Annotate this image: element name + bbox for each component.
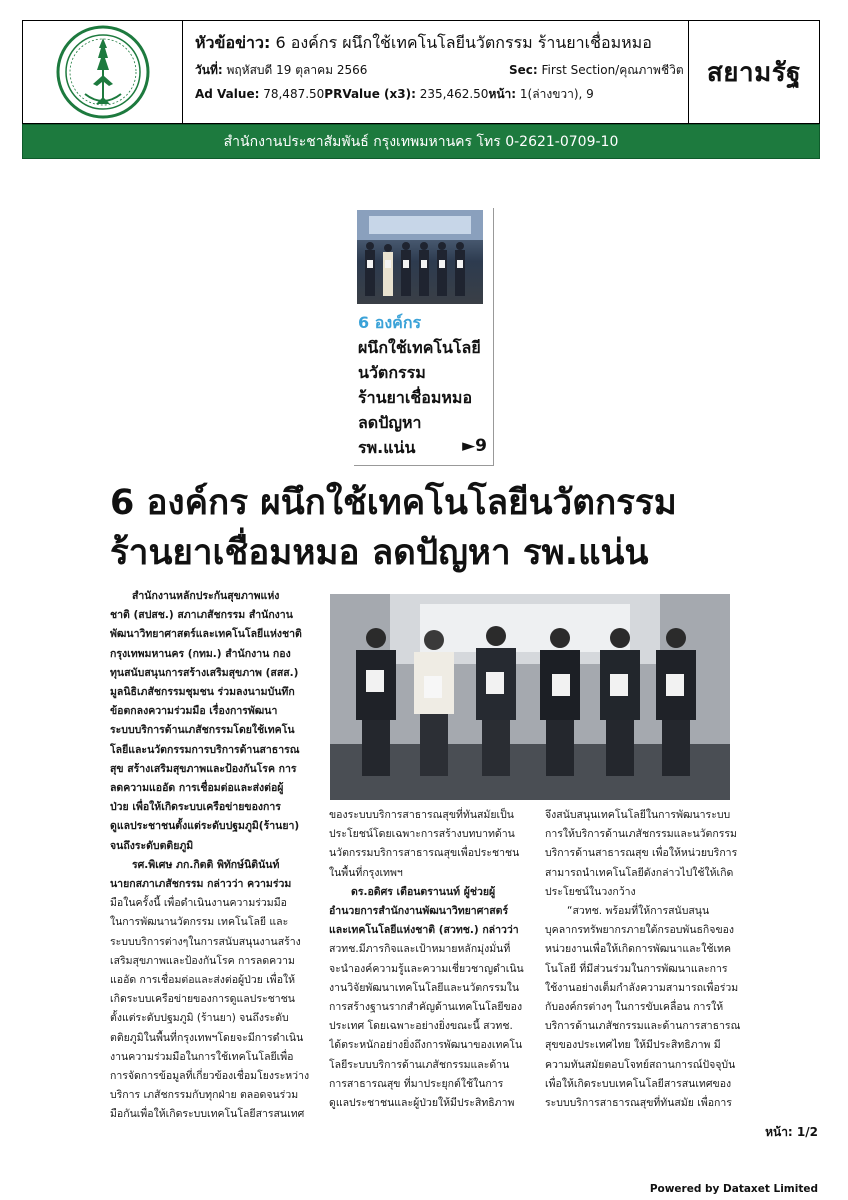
article-line: การสาธารณสุข ที่มาประยุกต์ใช้ในการ [329,1077,504,1090]
article-line: การสร้างฐานรากสำคัญด้านเทคโนโลยีของ [329,1001,523,1014]
article-line: ทุนสนับสนุนการสร้างเสริมสุขภาพ (สสส.) [110,666,299,679]
article-line: ดร.อดิศร เตือนตรานนท์ ผู้ช่วยผู้ [351,885,496,898]
date-label: วันที่: [195,63,223,77]
date-value: พฤหัสบดี 19 ตุลาคม 2566 [226,63,368,77]
article-column-2 [329,806,533,1113]
article-line: แออัด การเชื่อมต่อและส่งต่อผู้ป่วย เพื่อให้ [110,974,296,987]
article-line: เสริมสุขภาพและป้องกันโรค การลดความ [110,954,295,967]
article-line: มือในครั้งนี้ เพื่อดำเนินงานความร่วมมือ [110,897,287,910]
teaser-page-ref: ►9 [462,436,487,456]
article-line: การให้บริการด้านเภสัชกรรมและนวัตกรรม [545,828,737,841]
article-line: ในการพัฒนานวัตกรรม เทคโนโลยี และ [110,916,289,929]
article-line: ได้ตระหนักอย่างยิ่งถึงการพัฒนาของเทคโน [329,1039,523,1052]
page-number: หน้า: 1/2 [765,1125,818,1139]
bangkok-seal-logo [55,24,151,120]
article-line: จนถึงระดับตติยภูมิ [110,839,194,852]
article-line: สุข สร้างเสริมสุขภาพและป้องกันโรค การ [110,762,297,775]
teaser-line-5: ลดปัญหา [358,413,422,432]
front-page-teaser [354,208,494,466]
brand-cell [689,21,819,123]
page-value: 1(ล่างขวา), 9 [519,87,594,101]
clipping-info [183,21,689,123]
headline-label: หัวข้อข่าว: [195,33,271,52]
newspaper-brand-logo: สยามรัฐ [706,57,802,88]
teaser-line-1: 6 องค์กร [358,313,422,332]
article-line: จะนำองค์ความรู้และความเชี่ยวชาญดำเนิน [329,962,524,975]
article-line: ชาติ (สปสช.) สภาเภสัชกรรม สำนักงาน [110,609,293,622]
article-line: บริการด้านสาธารณสุข เพื่อให้หน่วยบริการ [545,847,738,860]
teaser-line-6: รพ.แน่น [358,438,416,457]
article-line: จึงสนับสนุนเทคโนโลยีในการพัฒนาระบบ [545,809,731,821]
article-line: การจัดการข้อมูลที่เกี่ยวข้องเชื่อมโยงระหว่าง [110,1070,310,1083]
article-line: ในพื้นที่กรุงเทพฯ [329,866,403,879]
page-label: หน้า: [488,87,517,101]
article-line: ประโยชน์ในวงกว้าง [545,885,636,898]
main-headline-line-2: ร้านยาเชื่อมหมอ ลดปัญหา รพ.แน่น [110,533,649,573]
article-line: ระบบบริการด้านเภสัชกรรมโดยใช้เทคโน [110,724,295,737]
section-info [509,61,684,79]
article-line: บุคลากรทรัพยากรภายใต้กรอบพันธกิจของ [545,924,735,937]
value-row [195,85,688,103]
teaser-photo [357,210,483,304]
teaser-line-3: นวัตกรรม [358,363,426,382]
article-line: “สวทช. พร้อมที่ให้การสนับสนุน [567,905,710,918]
pr-office-banner: สำนักงานประชาสัมพันธ์ กรุงเทพมหานคร โทร 0-2621-0709-10 [22,124,820,159]
article-line: สวทช.มีภารกิจและเป้าหมายหลักมุ่งมั่นที่ [329,943,511,956]
article-line: ตั้งแต่ระดับปฐมภูมิ (ร้านยา) จนถึงระดับ [110,1012,289,1025]
article-line: บริการด้านเภสัชกรรมและด้านการสาธารณ [545,1020,741,1033]
clipping-header [22,20,820,124]
article-line: ของระบบบริการสาธารณสุขที่ทันสมัยเป็น [329,809,514,821]
headline-row [195,31,688,55]
article-line: กรุงเทพมหานคร (กทม.) สำนักงาน กอง [110,647,291,660]
article-line: ตติยภูมิในพื้นที่กรุงเทพฯโดยจะมีการดำเนิน [110,1031,304,1044]
article-line: ข้อตกลงความร่วมมือ เรื่องการพัฒนา [110,705,278,718]
article-line: กับองค์กรต่างๆ ในการขับเคลื่อน การให้ [545,1001,724,1014]
article-line: โลยีระบบบริการด้านเภสัชกรรมและด้าน [329,1058,510,1071]
teaser-line-2: ผนึกใช้เทคโนโลยี [358,338,481,357]
article-line: ระบบบริการสาธารณสุขที่ทันสมัย เพื่อการ [545,1097,732,1110]
article-line: ดูแลประชาชนตั้งแต่ระดับปฐมภูมิ(ร้านยา) [110,820,300,833]
article-line: เกิดระบบเครือข่ายของการดูแลประชาชน [110,993,295,1006]
ad-value-label: Ad Value: [195,87,260,101]
article-line: นายกสภาเภสัชกรรม กล่าวว่า ความร่วม [110,878,292,891]
article-line: สำนักงานหลักประกันสุขภาพแห่ง [132,590,280,602]
article-line: ดูแลประชาชนและผู้ป่วยให้มีประสิทธิภาพ [329,1097,515,1110]
article-line: ใช้งานอย่างเต็มกำลังความสามารถเพื่อร่วม [545,981,739,994]
article-line: ระบบบริการต่างๆในการสนับสนุนงานสร้าง [110,935,301,948]
powered-by: Powered by Dataxet Limited [649,1183,818,1195]
pr-value-label: PRValue (x3): [324,87,416,101]
article-line: บริการ เภสัชกรรมกับทุกฝ่าย ตลอดจนร่วม [110,1089,299,1102]
article-line: สุขของประเทศไทย ให้มีประสิทธิภาพ มี [545,1039,721,1052]
article-line: มูลนิธิเภสัชกรรมชุมชน ร่วมลงนามบันทึก [110,686,295,699]
teaser-photo-graphic [357,210,483,304]
article-line: งานวิจัยพัฒนาเทคโนโลยีและนวัตกรรมใน [329,981,520,994]
article-line: สามารถนำเทคโนโลยีดังกล่าวไปใช้ให้เกิด [545,866,734,879]
article-line: ประเทศ โดยเฉพาะอย่างยิ่งขณะนี้ สวทช. [329,1020,513,1033]
article-line: ความทันสมัยตอบโจทย์สถานการณ์ปัจจุบัน [545,1058,736,1071]
article-line: และเทคโนโลยีแห่งชาติ (สวทช.) กล่าวว่า [329,924,519,937]
mou-signing-photo [330,594,730,800]
teaser-line-4: ร้านยาเชื่อมหมอ [358,388,473,407]
logo-cell [23,21,183,123]
article-line: โลยีและนวัตกรรมการบริการด้านสาธารณ [110,743,300,756]
ad-value: 78,487.50 [263,87,325,101]
article-line: มือกันเพื่อให้เกิดระบบเทคโนโลยีสารสนเทศ [110,1108,305,1121]
article-line: ป่วย เพื่อให้เกิดระบบเครือข่ายของการ [110,801,281,814]
article-line: หน่วยงานเพื่อให้เกิดการพัฒนาและใช้เทค [545,943,731,956]
article-line: ลดความแออัด การเชื่อมต่อและส่งต่อผู้ [110,782,284,795]
article-line: พัฒนาวิทยาศาสตร์และเทคโนโลยีแห่งชาติ [110,628,302,641]
section-value: First Section/คุณภาพชีวิต [541,63,684,77]
article-line: นวัตกรรมบริการสาธารณสุขเพื่อประชาชน [329,847,520,860]
section-label: Sec: [509,63,538,77]
main-headline [110,478,750,578]
article-line: เพื่อให้เกิดระบบเทคโนโลยีสารสนเทศของ [545,1077,732,1090]
main-headline-line-1: 6 องค์กร ผนึกใช้เทคโนโลยีนวัตกรรม [110,483,677,523]
article-line: อำนวยการสำนักงานพัฒนาวิทยาศาสตร์ [329,905,509,918]
article-line: ประโยชน์โดยเฉพาะการสร้างบทบาทด้าน [329,828,515,841]
mou-signing-photo-graphic [330,594,730,800]
article-line: งานความร่วมมือในการใช้เทคโนโลยีเพื่อ [110,1050,294,1063]
article-column-1 [110,587,318,1125]
article-column-3 [545,806,753,1113]
article-line: โนโลยี ที่มีส่วนร่วมในการพัฒนาและการ [545,962,728,975]
article-line: รศ.พิเศษ ภก.กิตติ พิทักษ์นิตินันท์ [132,858,280,871]
headline-text: 6 องค์กร ผนึกใช้เทคโนโลยีนวัตกรรม ร้านยาเชื่อมหมอ [275,33,652,52]
date-row [195,61,688,79]
pr-value: 235,462.50 [419,87,489,101]
